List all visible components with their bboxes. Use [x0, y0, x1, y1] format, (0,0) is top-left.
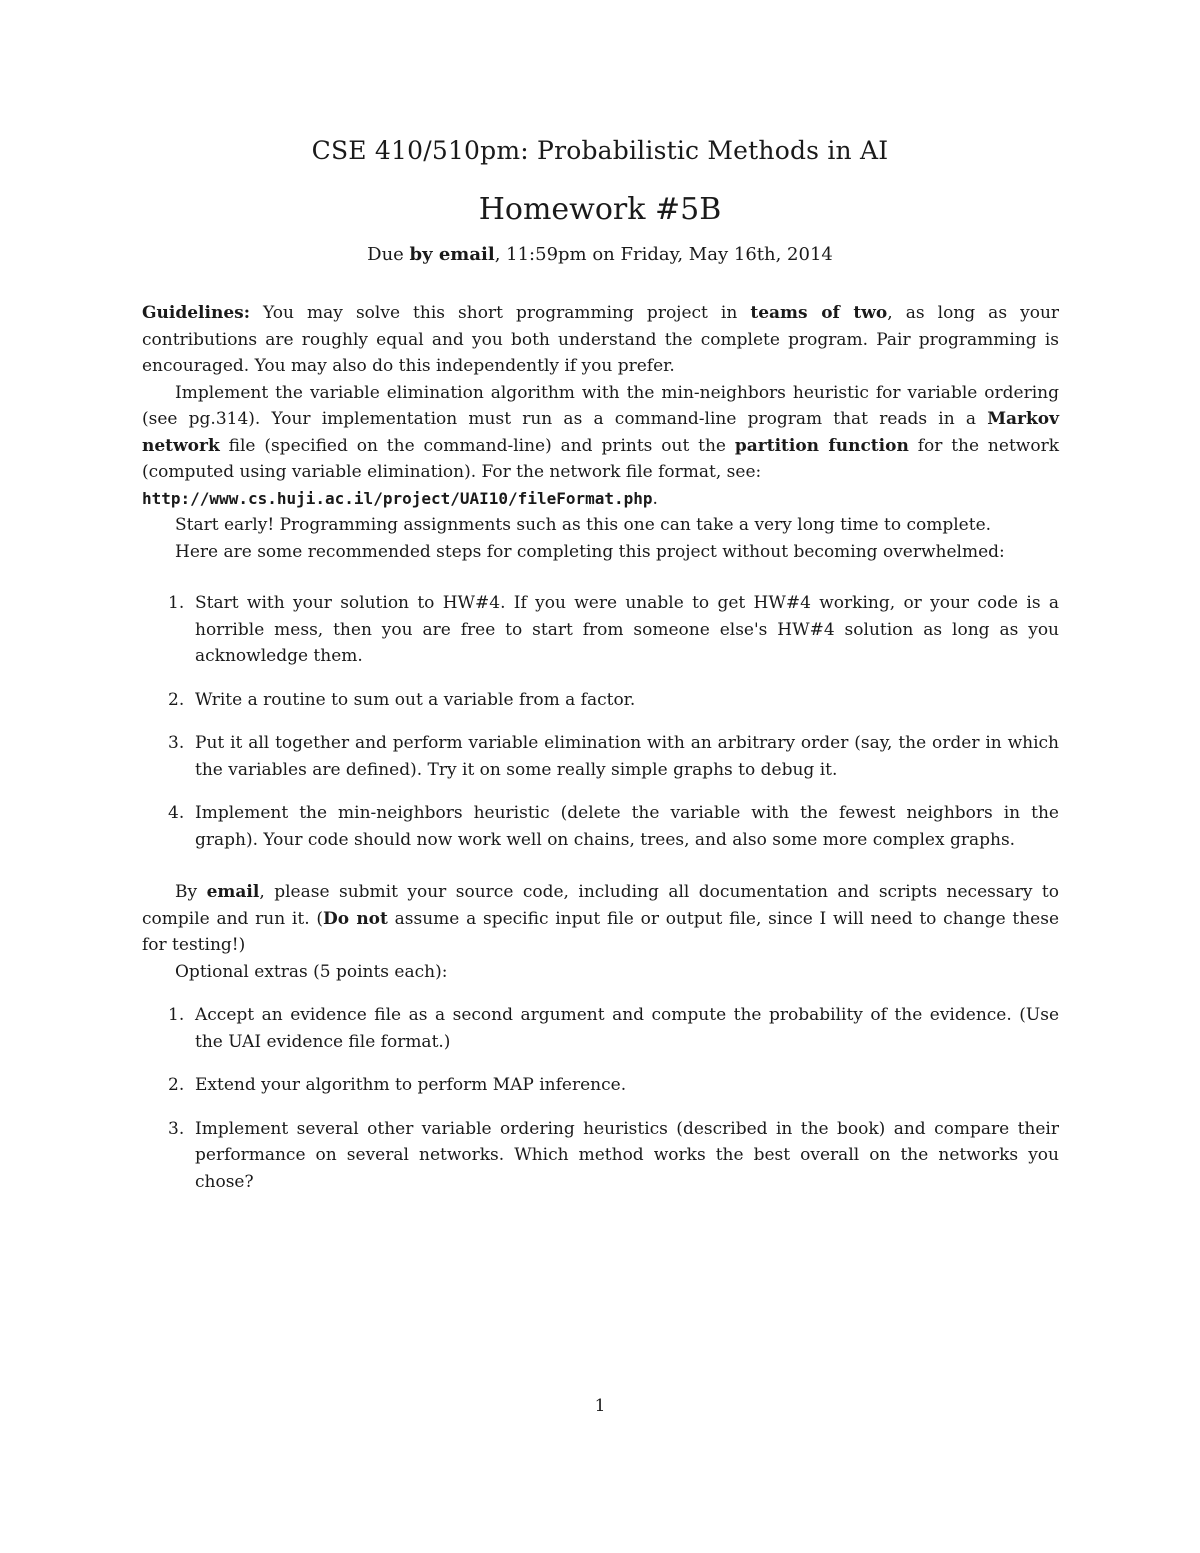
- list-item: [142, 1116, 1059, 1196]
- url-suffix: .: [652, 488, 658, 509]
- submission-text-2: , please submit your source code, including all documentation and scripts necessary to compile and run it. (: [142, 882, 1059, 929]
- item-number: 2.: [168, 689, 185, 710]
- teams-of-two: teams of two: [750, 303, 888, 323]
- item-text: Write a routine to sum out a variable from a factor.: [195, 689, 636, 710]
- item-number: 3.: [168, 733, 185, 753]
- guidelines-paragraph: [142, 300, 1059, 380]
- list-item: [142, 1072, 1059, 1099]
- submission-text-3: assume a specific input file or output file, since I will need to change these for testing!): [142, 908, 1059, 955]
- guidelines-text-2: , as long as your contributions are roughly equal and you both understand the complete program. Pair programming is encouraged. You may also do this independently if you prefer.: [142, 303, 1060, 376]
- item-text: Implement the min-neighbors heuristic (delete the variable with the fewest neighbors in the graph). Your code should now work well on chains, trees, and also some more complex graphs.: [195, 803, 1059, 850]
- item-number: 1.: [168, 1005, 185, 1025]
- due-prefix: Due: [367, 244, 410, 265]
- partition-function: partition function: [734, 435, 909, 456]
- extras-intro: Optional extras (5 points each):: [175, 961, 448, 982]
- implement-text-3: for the network (computed using variable elimination). For the network file format, see:: [142, 435, 1059, 482]
- item-text: Extend your algorithm to perform MAP inference.: [195, 1075, 627, 1095]
- due-suffix: , 11:59pm on Friday, May 16th, 2014: [494, 244, 833, 265]
- item-text: Accept an evidence file as a second argument and compute the probability of the evidence. (Use the UAI evidence file format.): [195, 1005, 1059, 1052]
- list-item: [142, 590, 1059, 670]
- item-number: 4.: [168, 803, 185, 823]
- steps-intro: Here are some recommended steps for completing this project without becoming overwhelmed:: [175, 541, 1005, 562]
- list-item: [142, 800, 1059, 853]
- homework-title: Homework #5B: [478, 192, 722, 227]
- start-early-paragraph: Start early! Programming assignments such as this one can take a very long time to complete.: [175, 515, 992, 535]
- guidelines-section: [142, 300, 1059, 565]
- guidelines-label: Guidelines:: [142, 303, 250, 323]
- file-format-url[interactable]: http://www.cs.huji.ac.il/project/UAI10/fileFormat.php: [142, 488, 653, 508]
- list-item: [142, 1002, 1059, 1055]
- submission-text-1: By: [175, 882, 207, 902]
- item-number: 2.: [168, 1075, 185, 1095]
- by-email: email: [206, 882, 260, 902]
- due-by-email: by email: [409, 244, 495, 265]
- list-item: [142, 687, 1059, 714]
- recommended-steps-list: [142, 590, 1059, 870]
- item-text: Put it all together and perform variable elimination with an arbitrary order (say, the order in which the variables are defined). Try it on some really simple graphs to debug it.: [195, 733, 1059, 780]
- page-number: 1: [594, 1396, 606, 1416]
- submission-paragraph: [142, 879, 1059, 959]
- implement-paragraph: [142, 380, 1059, 513]
- list-item: [142, 730, 1059, 783]
- item-text: Start with your solution to HW#4. If you were unable to get HW#4 working, or your code is a horrible mess, then you are free to start from someone else's HW#4 solution as long as you acknowledge them.: [195, 593, 1059, 666]
- guidelines-text-1: You may solve this short programming project in: [249, 303, 751, 323]
- do-not: Do not: [322, 908, 388, 929]
- markov-network: Markov network: [142, 409, 1059, 456]
- item-number: 3.: [168, 1118, 185, 1139]
- implement-text-1: Implement the variable elimination algorithm with the min-neighbors heuristic for variable ordering (see pg.314). Your implementation must run as a command-line program that reads in a: [142, 382, 1059, 429]
- submission-section: [142, 879, 1059, 985]
- due-date-line: [0, 244, 1200, 265]
- optional-extras-list: [142, 1002, 1059, 1212]
- item-text: Implement several other variable ordering heuristics (described in the book) and compare their performance on several networks. Which method works the best overall on the networks you chose?: [195, 1118, 1059, 1192]
- item-number: 1.: [168, 593, 185, 613]
- implement-text-2: file (specified on the command-line) and prints out the: [219, 435, 735, 456]
- course-title: CSE 410/510pm: Probabilistic Methods in AI: [311, 136, 889, 165]
